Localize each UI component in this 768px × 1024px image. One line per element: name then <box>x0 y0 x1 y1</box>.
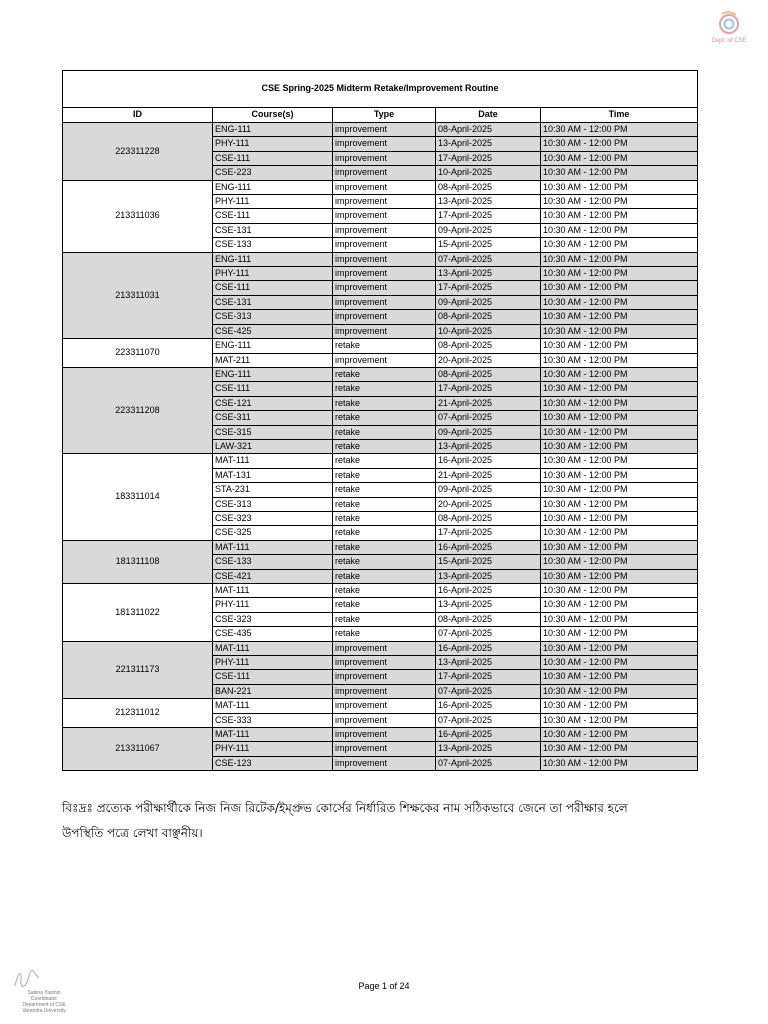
course-cell: ENG-111 <box>213 180 333 194</box>
table-row <box>63 339 698 353</box>
student-id-cell: 213311067 <box>63 728 213 771</box>
course-cell: BAN-221 <box>213 684 333 698</box>
student-id-cell: 181311108 <box>63 540 213 583</box>
date-cell: 13-April-2025 <box>436 439 541 453</box>
type-cell: improvement <box>333 252 436 266</box>
type-cell: improvement <box>333 137 436 151</box>
type-cell: improvement <box>333 684 436 698</box>
type-cell: improvement <box>333 166 436 180</box>
course-cell: CSE-313 <box>213 497 333 511</box>
header-id: ID <box>63 108 213 123</box>
time-cell: 10:30 AM - 12:00 PM <box>541 656 698 670</box>
date-cell: 08-April-2025 <box>436 612 541 626</box>
type-cell: retake <box>333 367 436 381</box>
course-cell: MAT-131 <box>213 468 333 482</box>
date-cell: 13-April-2025 <box>436 267 541 281</box>
type-cell: retake <box>333 339 436 353</box>
time-cell: 10:30 AM - 12:00 PM <box>541 627 698 641</box>
time-cell: 10:30 AM - 12:00 PM <box>541 339 698 353</box>
type-cell: improvement <box>333 281 436 295</box>
type-cell: improvement <box>333 151 436 165</box>
type-cell: retake <box>333 497 436 511</box>
table-row <box>63 180 698 194</box>
student-id-cell: 223311208 <box>63 367 213 453</box>
date-cell: 20-April-2025 <box>436 497 541 511</box>
date-cell: 15-April-2025 <box>436 555 541 569</box>
routine-body <box>63 123 698 771</box>
header-date: Date <box>436 108 541 123</box>
time-cell: 10:30 AM - 12:00 PM <box>541 728 698 742</box>
type-cell: retake <box>333 598 436 612</box>
note-line: উপস্থিতি পত্রে লেখা বাঞ্ছনীয়। <box>62 826 203 840</box>
type-cell: improvement <box>333 728 436 742</box>
course-cell: ENG-111 <box>213 339 333 353</box>
course-cell: ENG-111 <box>213 123 333 137</box>
table-row <box>63 367 698 381</box>
course-cell: CSE-313 <box>213 310 333 324</box>
time-cell: 10:30 AM - 12:00 PM <box>541 454 698 468</box>
course-cell: ENG-111 <box>213 367 333 381</box>
type-cell: retake <box>333 569 436 583</box>
date-cell: 09-April-2025 <box>436 295 541 309</box>
date-cell: 10-April-2025 <box>436 324 541 338</box>
date-cell: 13-April-2025 <box>436 742 541 756</box>
time-cell: 10:30 AM - 12:00 PM <box>541 382 698 396</box>
time-cell: 10:30 AM - 12:00 PM <box>541 411 698 425</box>
header-time: Time <box>541 108 698 123</box>
time-cell: 10:30 AM - 12:00 PM <box>541 439 698 453</box>
type-cell: retake <box>333 584 436 598</box>
course-cell: CSE-425 <box>213 324 333 338</box>
type-cell: improvement <box>333 324 436 338</box>
time-cell: 10:30 AM - 12:00 PM <box>541 223 698 237</box>
time-cell: 10:30 AM - 12:00 PM <box>541 483 698 497</box>
course-cell: MAT-111 <box>213 454 333 468</box>
time-cell: 10:30 AM - 12:00 PM <box>541 699 698 713</box>
date-cell: 17-April-2025 <box>436 382 541 396</box>
time-cell: 10:30 AM - 12:00 PM <box>541 425 698 439</box>
course-cell: CSE-111 <box>213 209 333 223</box>
course-cell: CSE-111 <box>213 382 333 396</box>
type-cell: retake <box>333 555 436 569</box>
date-cell: 08-April-2025 <box>436 339 541 353</box>
table-row <box>63 540 698 554</box>
header-type: Type <box>333 108 436 123</box>
course-cell: CSE-311 <box>213 411 333 425</box>
course-cell: CSE-131 <box>213 295 333 309</box>
course-cell: PHY-111 <box>213 137 333 151</box>
signature-university: Varendra University <box>22 1008 66 1014</box>
time-cell: 10:30 AM - 12:00 PM <box>541 468 698 482</box>
student-id-cell: 181311022 <box>63 584 213 642</box>
table-row <box>63 454 698 468</box>
course-cell: CSE-333 <box>213 713 333 727</box>
student-id-cell: 213311031 <box>63 252 213 338</box>
course-cell: CSE-323 <box>213 612 333 626</box>
course-cell: MAT-111 <box>213 641 333 655</box>
routine-table <box>62 70 698 771</box>
type-cell: improvement <box>333 742 436 756</box>
time-cell: 10:30 AM - 12:00 PM <box>541 123 698 137</box>
date-cell: 08-April-2025 <box>436 180 541 194</box>
bengali-note <box>62 796 662 846</box>
course-cell: CSE-123 <box>213 756 333 770</box>
table-row <box>63 252 698 266</box>
date-cell: 16-April-2025 <box>436 641 541 655</box>
course-cell: STA-231 <box>213 483 333 497</box>
type-cell: improvement <box>333 238 436 252</box>
date-cell: 07-April-2025 <box>436 756 541 770</box>
date-cell: 09-April-2025 <box>436 483 541 497</box>
time-cell: 10:30 AM - 12:00 PM <box>541 324 698 338</box>
type-cell: retake <box>333 411 436 425</box>
student-id-cell: 183311014 <box>63 454 213 540</box>
type-cell: improvement <box>333 195 436 209</box>
time-cell: 10:30 AM - 12:00 PM <box>541 497 698 511</box>
date-cell: 10-April-2025 <box>436 166 541 180</box>
type-cell: improvement <box>333 310 436 324</box>
logo-emblem-icon <box>716 10 742 38</box>
time-cell: 10:30 AM - 12:00 PM <box>541 612 698 626</box>
type-cell: improvement <box>333 656 436 670</box>
time-cell: 10:30 AM - 12:00 PM <box>541 195 698 209</box>
date-cell: 13-April-2025 <box>436 656 541 670</box>
type-cell: retake <box>333 612 436 626</box>
time-cell: 10:30 AM - 12:00 PM <box>541 151 698 165</box>
course-cell: PHY-111 <box>213 195 333 209</box>
student-id-cell: 213311036 <box>63 180 213 252</box>
time-cell: 10:30 AM - 12:00 PM <box>541 180 698 194</box>
type-cell: improvement <box>333 756 436 770</box>
time-cell: 10:30 AM - 12:00 PM <box>541 166 698 180</box>
signature-role: Coordinator <box>30 996 58 1002</box>
date-cell: 17-April-2025 <box>436 526 541 540</box>
routine-title: CSE Spring-2025 Midterm Retake/Improvement Routine <box>63 71 698 108</box>
type-cell: retake <box>333 439 436 453</box>
type-cell: improvement <box>333 123 436 137</box>
signature-name: Sabina Yasmin <box>27 990 61 996</box>
time-cell: 10:30 AM - 12:00 PM <box>541 555 698 569</box>
date-cell: 08-April-2025 <box>436 511 541 525</box>
date-cell: 16-April-2025 <box>436 454 541 468</box>
date-cell: 08-April-2025 <box>436 123 541 137</box>
course-cell: PHY-111 <box>213 656 333 670</box>
table-row <box>63 728 698 742</box>
time-cell: 10:30 AM - 12:00 PM <box>541 598 698 612</box>
course-cell: ENG-111 <box>213 252 333 266</box>
time-cell: 10:30 AM - 12:00 PM <box>541 569 698 583</box>
type-cell: improvement <box>333 699 436 713</box>
logo-text: Dept. of CSE <box>711 38 747 44</box>
course-cell: CSE-133 <box>213 555 333 569</box>
date-cell: 08-April-2025 <box>436 310 541 324</box>
date-cell: 16-April-2025 <box>436 699 541 713</box>
course-cell: CSE-223 <box>213 166 333 180</box>
time-cell: 10:30 AM - 12:00 PM <box>541 584 698 598</box>
course-cell: LAW-321 <box>213 439 333 453</box>
course-cell: CSE-111 <box>213 281 333 295</box>
type-cell: improvement <box>333 641 436 655</box>
type-cell: retake <box>333 483 436 497</box>
time-cell: 10:30 AM - 12:00 PM <box>541 641 698 655</box>
signature-icon <box>12 968 42 990</box>
date-cell: 16-April-2025 <box>436 584 541 598</box>
type-cell: improvement <box>333 295 436 309</box>
time-cell: 10:30 AM - 12:00 PM <box>541 310 698 324</box>
time-cell: 10:30 AM - 12:00 PM <box>541 238 698 252</box>
time-cell: 10:30 AM - 12:00 PM <box>541 670 698 684</box>
student-id-cell: 223311228 <box>63 123 213 181</box>
time-cell: 10:30 AM - 12:00 PM <box>541 742 698 756</box>
page-number: Page 1 of 24 <box>358 981 410 991</box>
type-cell: retake <box>333 468 436 482</box>
course-cell: MAT-211 <box>213 353 333 367</box>
course-cell: PHY-111 <box>213 267 333 281</box>
course-cell: CSE-421 <box>213 569 333 583</box>
course-cell: CSE-325 <box>213 526 333 540</box>
course-cell: MAT-111 <box>213 699 333 713</box>
date-cell: 20-April-2025 <box>436 353 541 367</box>
time-cell: 10:30 AM - 12:00 PM <box>541 137 698 151</box>
course-cell: CSE-315 <box>213 425 333 439</box>
date-cell: 21-April-2025 <box>436 396 541 410</box>
time-cell: 10:30 AM - 12:00 PM <box>541 396 698 410</box>
date-cell: 13-April-2025 <box>436 569 541 583</box>
date-cell: 13-April-2025 <box>436 195 541 209</box>
type-cell: improvement <box>333 713 436 727</box>
date-cell: 07-April-2025 <box>436 713 541 727</box>
time-cell: 10:30 AM - 12:00 PM <box>541 267 698 281</box>
date-cell: 13-April-2025 <box>436 137 541 151</box>
table-row <box>63 123 698 137</box>
date-cell: 13-April-2025 <box>436 598 541 612</box>
time-cell: 10:30 AM - 12:00 PM <box>541 713 698 727</box>
type-cell: retake <box>333 540 436 554</box>
date-cell: 07-April-2025 <box>436 411 541 425</box>
date-cell: 07-April-2025 <box>436 684 541 698</box>
date-cell: 17-April-2025 <box>436 281 541 295</box>
course-cell: CSE-111 <box>213 670 333 684</box>
time-cell: 10:30 AM - 12:00 PM <box>541 511 698 525</box>
header-courses: Course(s) <box>213 108 333 123</box>
course-cell: PHY-111 <box>213 598 333 612</box>
type-cell: retake <box>333 454 436 468</box>
date-cell: 21-April-2025 <box>436 468 541 482</box>
date-cell: 16-April-2025 <box>436 540 541 554</box>
course-cell: CSE-131 <box>213 223 333 237</box>
table-row <box>63 641 698 655</box>
date-cell: 08-April-2025 <box>436 367 541 381</box>
signature-block <box>12 968 76 1022</box>
type-cell: improvement <box>333 209 436 223</box>
type-cell: improvement <box>333 267 436 281</box>
course-cell: MAT-111 <box>213 728 333 742</box>
note-line: বিঃদ্রঃ প্রত্যেক পরীক্ষার্থীকে নিজ নিজ রিটেক/ইম্প্রুভ কোর্সের নির্ধারিত শিক্ষকের নাম সঠিকভাবে জেনে তা পরীক্ষার হলে <box>62 801 628 815</box>
date-cell: 07-April-2025 <box>436 252 541 266</box>
type-cell: retake <box>333 425 436 439</box>
signature-dept: Department of CSE <box>22 1002 66 1008</box>
time-cell: 10:30 AM - 12:00 PM <box>541 295 698 309</box>
time-cell: 10:30 AM - 12:00 PM <box>541 209 698 223</box>
table-row <box>63 584 698 598</box>
time-cell: 10:30 AM - 12:00 PM <box>541 353 698 367</box>
course-cell: MAT-111 <box>213 584 333 598</box>
type-cell: retake <box>333 511 436 525</box>
time-cell: 10:30 AM - 12:00 PM <box>541 756 698 770</box>
course-cell: PHY-111 <box>213 742 333 756</box>
date-cell: 09-April-2025 <box>436 223 541 237</box>
date-cell: 07-April-2025 <box>436 627 541 641</box>
student-id-cell: 223311070 <box>63 339 213 368</box>
time-cell: 10:30 AM - 12:00 PM <box>541 252 698 266</box>
course-cell: CSE-133 <box>213 238 333 252</box>
date-cell: 16-April-2025 <box>436 728 541 742</box>
course-cell: CSE-111 <box>213 151 333 165</box>
time-cell: 10:30 AM - 12:00 PM <box>541 281 698 295</box>
course-cell: MAT-111 <box>213 540 333 554</box>
type-cell: improvement <box>333 180 436 194</box>
date-cell: 17-April-2025 <box>436 670 541 684</box>
student-id-cell: 212311012 <box>63 699 213 728</box>
type-cell: improvement <box>333 353 436 367</box>
date-cell: 09-April-2025 <box>436 425 541 439</box>
type-cell: improvement <box>333 223 436 237</box>
course-cell: CSE-323 <box>213 511 333 525</box>
type-cell: retake <box>333 382 436 396</box>
date-cell: 15-April-2025 <box>436 238 541 252</box>
course-cell: CSE-121 <box>213 396 333 410</box>
time-cell: 10:30 AM - 12:00 PM <box>541 684 698 698</box>
date-cell: 17-April-2025 <box>436 209 541 223</box>
date-cell: 17-April-2025 <box>436 151 541 165</box>
department-logo <box>706 10 752 58</box>
type-cell: improvement <box>333 670 436 684</box>
time-cell: 10:30 AM - 12:00 PM <box>541 367 698 381</box>
table-row <box>63 699 698 713</box>
time-cell: 10:30 AM - 12:00 PM <box>541 540 698 554</box>
type-cell: retake <box>333 627 436 641</box>
time-cell: 10:30 AM - 12:00 PM <box>541 526 698 540</box>
type-cell: retake <box>333 526 436 540</box>
course-cell: CSE-435 <box>213 627 333 641</box>
type-cell: retake <box>333 396 436 410</box>
student-id-cell: 221311173 <box>63 641 213 699</box>
